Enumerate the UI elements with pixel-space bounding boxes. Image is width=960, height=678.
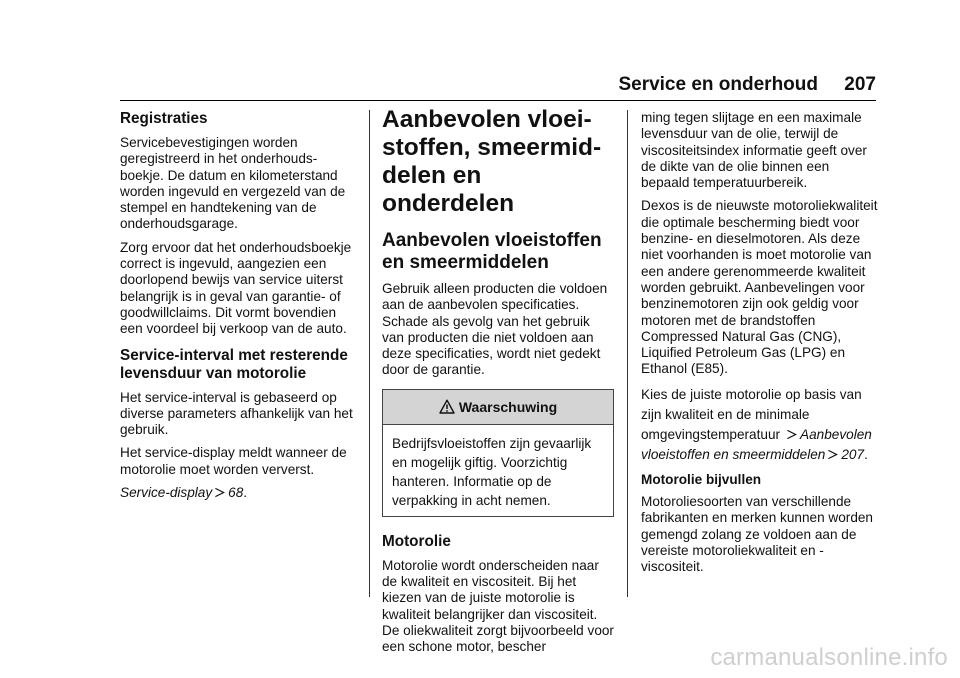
warning-header [383, 390, 613, 425]
heading-service-interval: Service-interval met resterende levensduur van motorolie [120, 346, 348, 382]
paragraph-kies-text: Kies de juiste motorolie op basis van zijn kwaliteit en de minimale omgevingstemperatuur [641, 386, 862, 442]
reference-label[interactable]: Aanbevolen vloeistoffen en smeermiddelen [641, 426, 872, 462]
paragraph-bijvullen: Motoroliesoorten van verschillende fabrikanten en merken kunnen worden gemengd zolang ze voldoen aan de vereiste motoroliekwaliteit en -viscositeit. [641, 494, 873, 575]
page-reference-arrow-icon [214, 487, 225, 498]
paragraph-service-interval-2: Het service-display meldt wanneer de motorolie moet worden ververst. [120, 445, 347, 477]
watermark [0, 644, 960, 672]
column-divider-2 [627, 110, 628, 597]
warning-body [383, 425, 613, 516]
reference-label: Service-display [120, 485, 213, 501]
paragraph-service-interval-1: Het service-interval is gebaseerd op diverse parameters afhankelijk van het gebruik. [120, 389, 353, 438]
chapter-title: Aanbevolen vloeistoffen, smeermiddelen en onderdelen [382, 106, 602, 217]
paragraph-aanbevolen: Gebruik alleen producten die voldoen aan de aanbevolen specificaties. Schade als gevolg van het gebruik van producten die niet voldoen aan deze specificaties, wordt niet gedekt door de garantie. [382, 281, 608, 378]
paragraph-motorolie: Motorolie wordt onderscheiden naar de kwaliteit en viscositeit. Bij het kiezen van de juiste motorolie is kwaliteit belangrijker dan viscositeit. De oliekwaliteit zorgt bijvoorbeeld voor een schone motor, bescher [382, 557, 614, 655]
reference-page[interactable]: 207 [841, 446, 865, 462]
paragraph-continued: ming tegen slijtage en een maximale levensduur van de olie, terwijl de viscositeitsindex informatie geeft over de dikte van de olie binnen een bepaald temperatuurbereik. [641, 110, 867, 191]
reference-page: 68 [228, 485, 244, 501]
warning-text: Bedrijfsvloeistoffen zijn gevaarlijk en mogelijk giftig. Voorzichtig hanteren. Informatie op de verpakking in acht nemen. [392, 435, 592, 508]
heading-motorolie-bijvullen: Motorolie bijvullen [641, 471, 762, 487]
watermark-text: carmanualsonline.info [710, 644, 948, 671]
column-divider-1 [369, 110, 370, 597]
heading-aanbevolen-vloeistoffen: Aanbevolen vloeistoffen en smeermiddelen [382, 230, 602, 273]
section-title: Service en onderhoud [618, 74, 818, 95]
page-number: 207 [844, 74, 876, 95]
paragraph-dexos: Dexos is de nieuwste motoroliekwaliteit die optimale bescherming biedt voor benzine- en dieselmotoren. Als deze niet voorhanden is moet motorolie van een andere gerenommeerde kwaliteit worden gebruikt. Aanbevelingen voor benzinemotoren zijn ook geldig voor motoren met de brandstoffen Compressed Natural Gas (CNG), Liquified Petroleum Gas (LPG) en Ethanol (E85). [641, 198, 878, 377]
paragraph-registraties-1: Servicebevestigingen worden geregistreerd in het onderhoudsboekje. De datum en kilometerstand worden ingevuld en vergezeld van de stempel en handtekening van de onderhoudsgarage. [120, 135, 346, 232]
warning-triangle-icon [439, 399, 455, 414]
page-reference-arrow-icon [786, 429, 797, 440]
column-left [120, 110, 356, 508]
column-middle [382, 106, 614, 663]
heading-registraties: Registraties [120, 110, 208, 127]
page-header [120, 70, 876, 101]
warning-title: Waarschuwing [458, 398, 558, 415]
column-right [641, 110, 879, 583]
paragraph-kies-motorolie [641, 385, 879, 465]
reference-service-display[interactable] [120, 485, 356, 501]
heading-motorolie: Motorolie [382, 532, 451, 550]
reference-tail: . [243, 485, 248, 501]
warning-box [382, 389, 614, 517]
reference-tail: . [864, 446, 868, 462]
page-reference-arrow-icon [827, 449, 838, 460]
paragraph-registraties-2: Zorg ervoor dat het onderhoudsboekje correct is ingevuld, aangezien een doorlopend bewijs van service uiterst belangrijk is in geval van garantie- of goodwillclaims. Dit vormt bovendien een voordeel bij verkoop van de auto. [120, 239, 352, 337]
